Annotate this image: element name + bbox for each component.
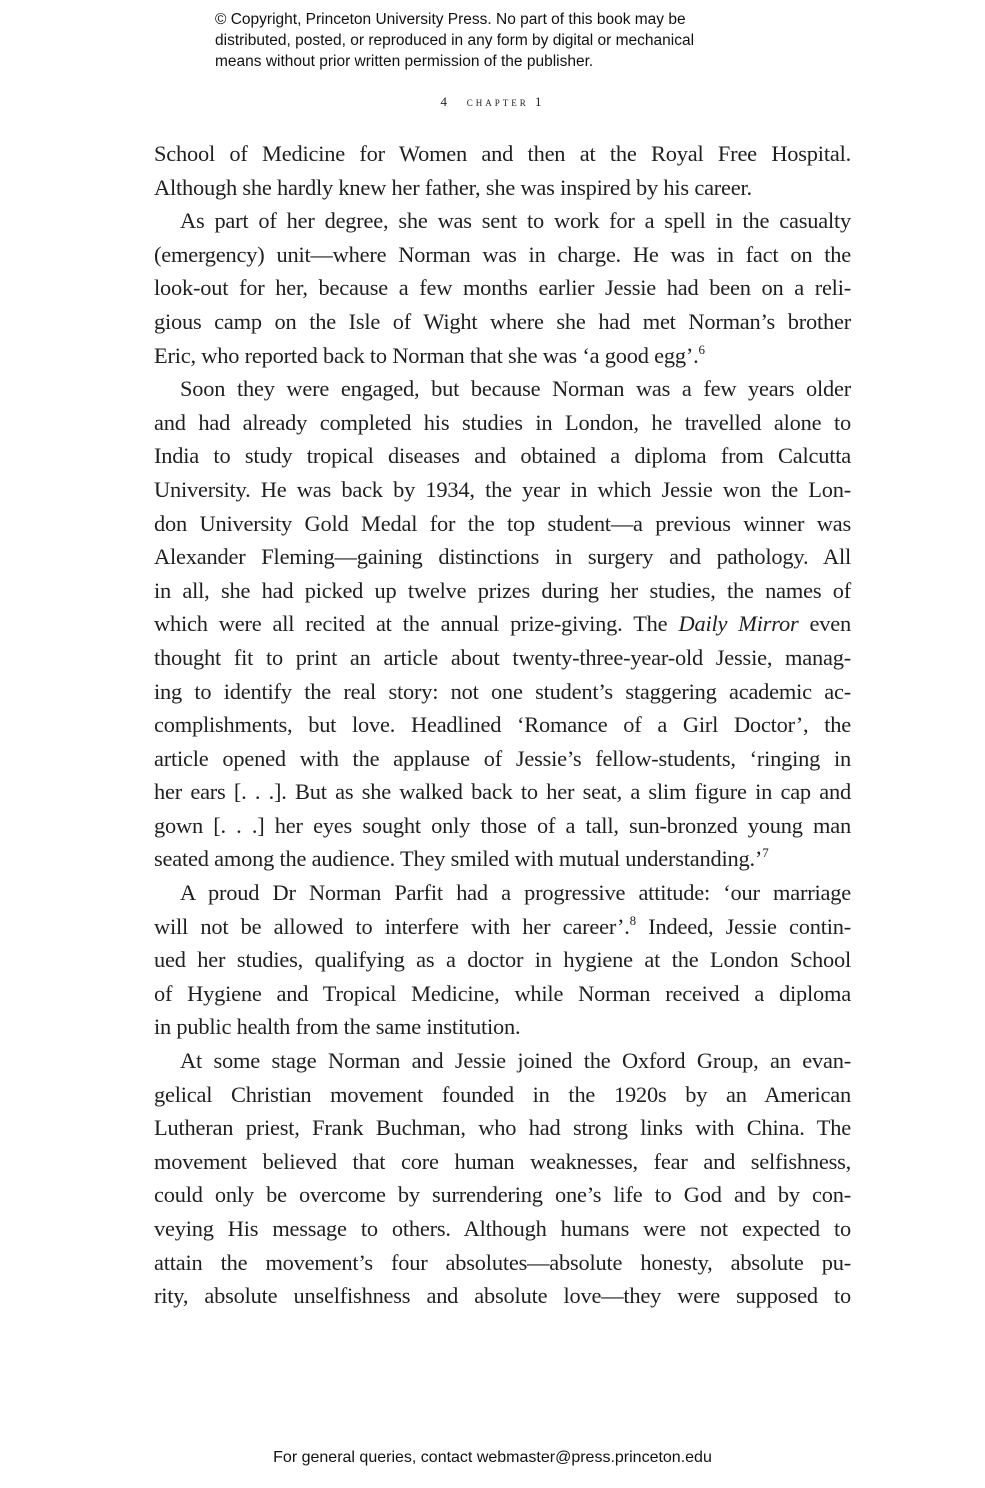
text-line [154, 473, 851, 507]
text-run: will not be allowed to interfere with her career’. [154, 913, 630, 939]
text-line [154, 137, 851, 171]
footnote-marker[interactable]: 8 [629, 912, 636, 928]
text-line [154, 943, 851, 977]
text-run: look-out for her, because a few months earlier Jessie had been on a reli- [154, 275, 851, 301]
page-number: 4 [440, 94, 447, 109]
text-line [154, 876, 851, 910]
footnote-marker[interactable]: 7 [762, 845, 769, 861]
text-run: seated among the audience. They smiled with mutual understanding.’ [154, 846, 763, 872]
text-run: ing to identify the real story: not one student’s staggering academic ac- [154, 678, 851, 704]
text-line [154, 1178, 851, 1212]
text-line [154, 1078, 851, 1112]
text-line [154, 675, 851, 709]
text-line [154, 238, 851, 272]
text-line [154, 910, 851, 944]
text-run: Although she hardly knew her father, she was inspired by his career. [154, 174, 752, 200]
text-line [154, 842, 851, 876]
text-run: Eric, who reported back to Norman that she was ‘a good egg’. [154, 342, 699, 368]
text-run: As part of her degree, she was sent to work for a spell in the casualty [180, 208, 851, 234]
text-run: thought fit to print an article about twenty-three-year-old Jessie, manag- [154, 644, 851, 670]
text-run: rity, absolute unselfishness and absolute love—they were supposed to [154, 1283, 851, 1309]
text-line [154, 204, 851, 238]
copyright-line: © Copyright, Princeton University Press. No part of this book may be [215, 11, 686, 28]
text-run: School of Medicine for Women and then at the Royal Free Hospital. [154, 141, 851, 166]
text-run: At some stage Norman and Jessie joined the Oxford Group, an evan- [180, 1048, 851, 1074]
text-line [154, 1145, 851, 1179]
text-run: gelical Christian movement founded in the 1920s by an American [154, 1081, 851, 1107]
text-line [154, 507, 851, 541]
text-run: in all, she had picked up twelve prizes during her studies, the names of [154, 577, 851, 603]
body-text [154, 137, 851, 1313]
text-line [154, 1246, 851, 1280]
text-line [154, 305, 851, 339]
text-run: gown [. . .] her eyes sought only those of a tall, sun-bronzed young man [154, 812, 851, 838]
text-run: and had already completed his studies in London, he travelled alone to [154, 409, 851, 435]
text-run: Lutheran priest, Frank Buchman, who had strong links with China. The [154, 1115, 851, 1141]
copyright-notice [215, 9, 855, 72]
text-line [154, 775, 851, 809]
text-run: don University Gold Medal for the top student—a previous winner was [154, 510, 851, 536]
text-run: in public health from the same institution. [154, 1014, 521, 1040]
text-run: complishments, but love. Headlined ‘Romance of a Girl Doctor’, the [154, 712, 851, 738]
text-run: gious camp on the Isle of Wight where she had met Norman’s brother [154, 308, 851, 334]
text-line [154, 439, 851, 473]
text-run: Alexander Fleming—gaining distinctions in surgery and pathology. All [154, 544, 851, 570]
copyright-line: means without prior written permission of the publisher. [215, 53, 594, 70]
text-run: her ears [. . .]. But as she walked back to her seat, a slim figure in cap and [154, 779, 851, 805]
italic-title: Daily Mirror [678, 611, 799, 637]
text-run: University. He was back by 1934, the year in which Jessie won the Lon- [154, 476, 851, 502]
running-head [0, 94, 985, 110]
text-line [154, 271, 851, 305]
text-run: India to study tropical diseases and obtained a diploma from Calcutta [154, 443, 851, 469]
text-run: veying His message to others. Although humans were not expected to [154, 1216, 851, 1241]
text-line [154, 540, 851, 574]
text-line [154, 339, 851, 373]
text-run: A proud Dr Norman Parfit had a progressive attitude: ‘our marriage [180, 880, 851, 906]
text-run: of Hygiene and Tropical Medicine, while Norman received a diploma [154, 980, 851, 1006]
copyright-line: distributed, posted, or reproduced in any form by digital or mechanical [215, 32, 695, 49]
text-run: (emergency) unit—where Norman was in charge. He was in fact on the [154, 241, 851, 267]
text-line [154, 1044, 851, 1078]
text-run: ued her studies, qualifying as a doctor in hygiene at the London School [154, 947, 851, 973]
text-run: which were all recited at the annual prize-giving. The [154, 611, 679, 637]
text-line [154, 1279, 851, 1313]
text-line [154, 1111, 851, 1145]
text-line [154, 977, 851, 1011]
text-line [154, 708, 851, 742]
text-line [154, 607, 851, 641]
footnote-marker[interactable]: 6 [698, 341, 705, 357]
text-line [154, 742, 851, 776]
footer-contact: For general queries, contact webmaster@press.princeton.edu [273, 1449, 712, 1466]
text-line [154, 1010, 851, 1044]
text-line [154, 809, 851, 843]
text-run: attain the movement’s four absolutes—absolute honesty, absolute pu- [154, 1249, 851, 1275]
text-run: could only be overcome by surrendering one’s life to God and by con- [154, 1182, 851, 1208]
text-run: even [798, 611, 851, 637]
text-line [154, 372, 851, 406]
text-run: movement believed that core human weaknesses, fear and selfishness, [154, 1148, 851, 1174]
text-line [154, 641, 851, 675]
text-run: Soon they were engaged, but because Norman was a few years older [180, 376, 851, 402]
text-line [154, 406, 851, 440]
chapter-label: chapter 1 [466, 94, 545, 109]
text-run: Indeed, Jessie contin- [635, 913, 852, 939]
text-line [154, 1212, 851, 1246]
text-line [154, 171, 851, 205]
text-run: article opened with the applause of Jessie’s fellow-students, ‘ringing in [154, 745, 851, 771]
text-line [154, 574, 851, 608]
